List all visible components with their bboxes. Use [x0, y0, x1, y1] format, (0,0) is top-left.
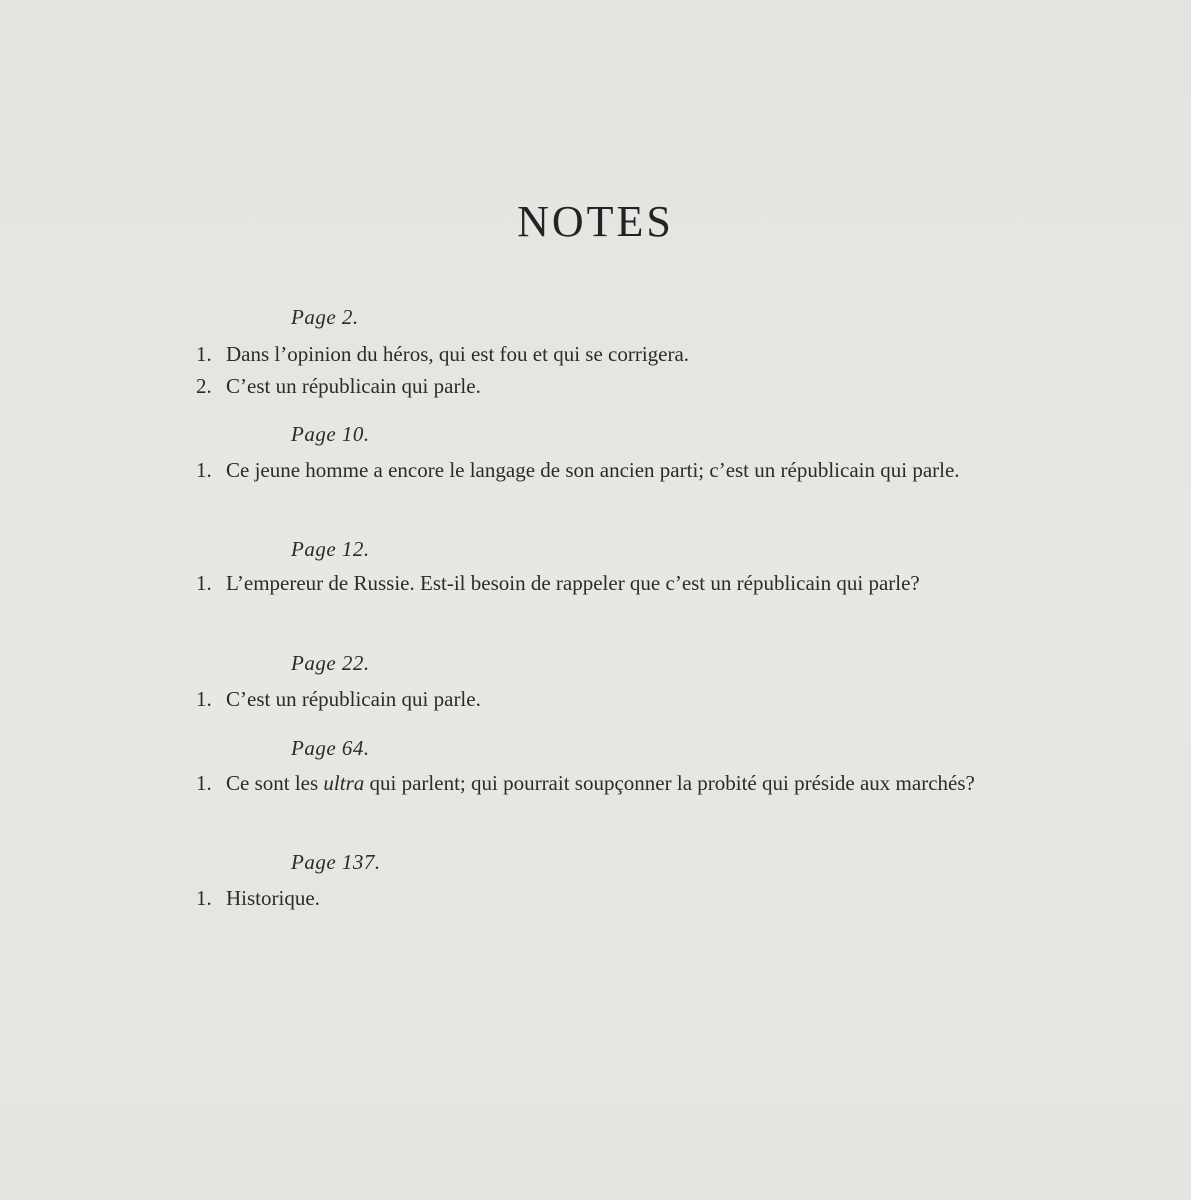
section-heading: Page 22.	[291, 651, 370, 675]
note-text: Dans l’opinion du héros, qui est fou et qui se corrigera.	[226, 342, 690, 366]
note-item	[196, 454, 1041, 486]
note-text-part: Ce sont les	[226, 771, 324, 795]
note-text: Historique.	[226, 886, 320, 910]
note-text: C’est un républicain qui parle.	[226, 374, 481, 398]
note-text: Ce jeune homme a encore le langage de son ancien parti; c’est un républicain qui parle.	[226, 458, 960, 482]
note-text	[226, 767, 1041, 799]
note-text: C’est un républicain qui parle.	[226, 687, 481, 711]
note-text-italic: ultra	[323, 771, 365, 795]
note-number: 1.	[196, 886, 212, 910]
note-item	[196, 882, 876, 914]
section-heading: Page 64.	[291, 736, 370, 760]
section-heading: Page 10.	[291, 422, 370, 446]
note-number: 1.	[196, 342, 212, 366]
section-heading: Page 137.	[291, 850, 381, 874]
note-item	[196, 683, 876, 715]
section-heading: Page 12.	[291, 537, 370, 561]
section-heading: Page 2.	[291, 305, 359, 329]
note-item	[196, 567, 1041, 599]
note-item	[196, 338, 876, 370]
note-item	[196, 767, 1041, 799]
note-number: 1.	[196, 458, 212, 482]
note-text-part: qui parlent; qui pourrait soupçonner la probité qui préside aux marchés?	[364, 771, 975, 795]
page-title: NOTES	[517, 197, 674, 246]
note-number: 2.	[196, 374, 212, 398]
note-number: 1.	[196, 571, 212, 595]
note-item	[196, 370, 876, 402]
note-number: 1.	[196, 687, 212, 711]
note-number: 1.	[196, 771, 212, 795]
note-text: L’empereur de Russie. Est-il besoin de rappeler que c’est un républicain qui parle?	[226, 571, 920, 595]
